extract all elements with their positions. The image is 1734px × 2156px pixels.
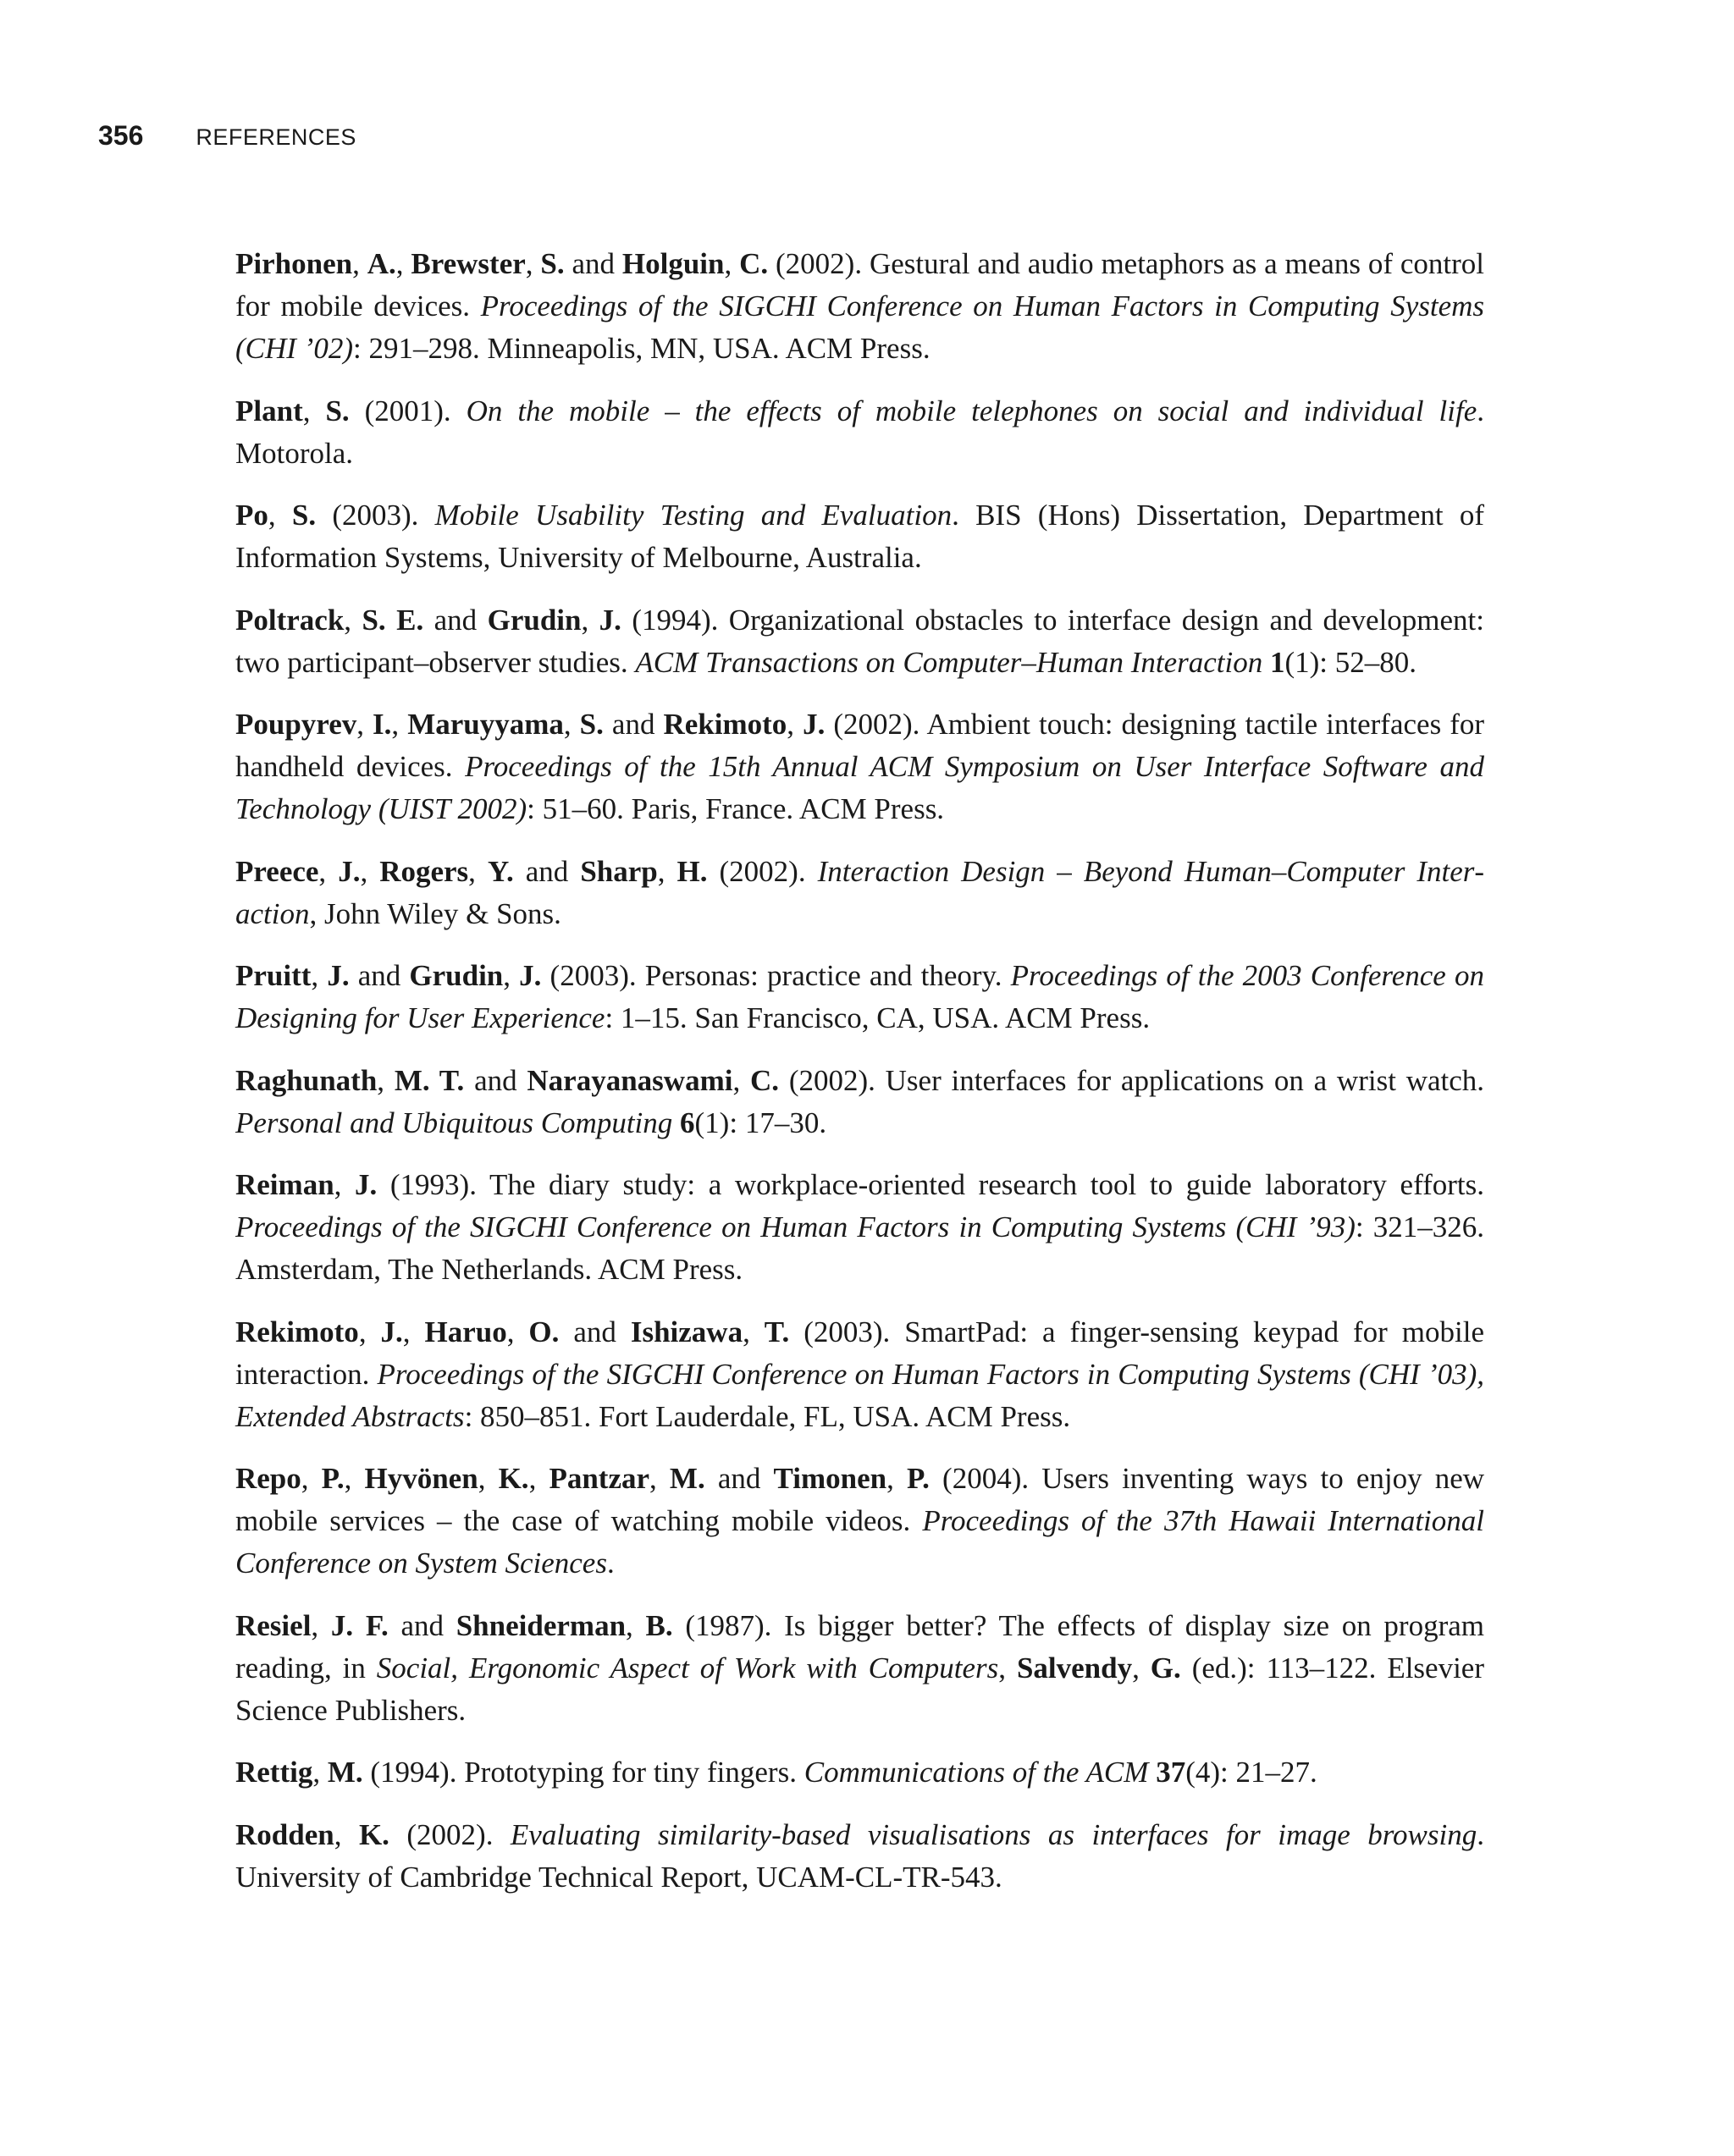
reference-text: . Motorola. [235, 394, 1484, 470]
reference-text: and [559, 1315, 631, 1348]
reference-text: , [344, 1462, 365, 1495]
reference-text: . University of Cambridge Technical Report, UCAM-CL-TR-543. [235, 1817, 1484, 1894]
reference-author-name: Narayanaswami [527, 1063, 733, 1097]
reference-text: , [391, 708, 408, 741]
running-head [98, 120, 356, 157]
reference-author-name: A. [367, 247, 396, 280]
reference-author-name: G. [1150, 1651, 1181, 1685]
reference-text: (1987). Is bigger better? The effects of display size on program reading, in [235, 1608, 1485, 1685]
reference-source-title: Mobile Usability Testing and Evaluation [434, 499, 953, 532]
reference-author-name: 1 [1269, 645, 1285, 679]
reference-text: , [743, 1315, 765, 1348]
reference-text: and [513, 854, 581, 888]
reference-text: and [603, 708, 664, 741]
reference-author-name: S. [325, 394, 350, 427]
reference-text: (2002). [389, 1817, 511, 1851]
reference-author-name: J. [380, 1315, 403, 1348]
reference-author-name: Repo [235, 1462, 301, 1495]
reference-author-name: S. [579, 708, 604, 741]
reference-text: , John Wiley & Sons. [309, 896, 561, 930]
reference-text: , [724, 247, 740, 280]
reference-author-name: Haruo [424, 1315, 507, 1348]
reference-author-name: Rogers [379, 854, 469, 888]
reference-text: . [606, 1547, 615, 1580]
reference-author-name: Pantzar [549, 1462, 650, 1495]
reference-entry [235, 390, 1484, 475]
page-number: 356 [98, 120, 144, 151]
reference-text [1262, 646, 1270, 679]
reference-author-name: Pruitt [235, 959, 312, 992]
reference-text: , [732, 1063, 750, 1097]
reference-entry [235, 494, 1484, 579]
reference-text: , [998, 1651, 1017, 1685]
reference-text: , [478, 1462, 499, 1495]
reference-text: : 321–326. Amsterdam, The Netherlands. ACM Press. [235, 1210, 1484, 1286]
reference-text: , [649, 1462, 670, 1495]
reference-author-name: Hyvönen [364, 1462, 478, 1495]
reference-text: , [268, 499, 292, 532]
reference-author-name: Shneiderman [456, 1608, 627, 1642]
reference-text: , [503, 959, 520, 992]
reference-author-name: Po [235, 499, 268, 532]
reference-entry [235, 243, 1484, 370]
reference-author-name: M. [327, 1756, 363, 1789]
reference-author-name: S. [540, 247, 565, 280]
reference-text: (2004). Users inventing ways to enjoy new mobile services – the case of watching mobile videos. [235, 1462, 1485, 1537]
reference-text: (2002). Ambient touch: designing tactile interfaces for handheld devices. [235, 708, 1485, 783]
reference-source-title: Proceedings of the SIGCHI Conference on Human Factors in Computing Systems (CHI ’02) [235, 289, 1485, 365]
reference-source-title: On the mobile – the effects of mobile telephones on social and individual life [466, 394, 1477, 427]
reference-text: , [581, 603, 599, 637]
reference-text: : 291–298. Minneapolis, MN, USA. ACM Press. [353, 332, 931, 365]
section-title: REFERENCES [196, 124, 356, 150]
reference-text: (4): 21–27. [1185, 1756, 1317, 1789]
reference-text: : 850–851. Fort Lauderdale, FL, USA. ACM Press. [464, 1399, 1071, 1433]
reference-entry [235, 955, 1484, 1039]
reference-entry [235, 1605, 1484, 1732]
reference-text: (2002). [707, 854, 818, 888]
reference-text: (2003). [316, 499, 435, 532]
reference-source-title: Interaction Design – Beyond Human–Computer Interaction [235, 854, 1485, 930]
reference-author-name: Raghunath [235, 1063, 378, 1097]
reference-source-title: Proceedings of the SIGCHI Conference on Human Factors in Computing Systems (CHI ’03), Extended Abstracts [235, 1357, 1485, 1433]
reference-author-name: 6 [680, 1106, 695, 1139]
reference-text: , [377, 1063, 395, 1097]
reference-text: (2003). Personas: practice and theory. [541, 959, 1011, 992]
reference-author-name: Salvendy [1016, 1651, 1133, 1685]
reference-text: , [626, 1608, 646, 1642]
reference-entry [235, 599, 1484, 684]
reference-entry [235, 1814, 1484, 1899]
reference-list [235, 243, 1484, 1918]
reference-author-name: Y. [487, 854, 514, 888]
reference-author-name: Rodden [235, 1817, 334, 1851]
reference-text: and [564, 247, 622, 280]
reference-author-name: Maruyyama [407, 708, 564, 741]
reference-author-name: S. E. [362, 603, 424, 637]
reference-source-title: Proceedings of the 2003 Conference on Designing for User Experience [235, 959, 1484, 1034]
reference-author-name: Brewster [411, 247, 526, 280]
reference-entry [235, 703, 1484, 830]
reference-text: and [388, 1608, 456, 1642]
reference-source-title: Proceedings of the 37th Hawaii International Conference on System Sciences [235, 1504, 1485, 1580]
reference-author-name: J. [338, 854, 361, 888]
reference-author-name: Preece [235, 854, 319, 888]
reference-entry [235, 1751, 1484, 1794]
reference-text: , [525, 247, 541, 280]
reference-author-name: B. [645, 1608, 673, 1642]
reference-text [1148, 1756, 1156, 1789]
reference-text: , [302, 394, 326, 427]
reference-text: (1994). Organizational obstacles to interface design and development: two participant–observer studies. [235, 603, 1484, 679]
reference-author-name: M. [669, 1462, 705, 1495]
reference-author-name: Holguin [621, 247, 725, 280]
reference-entry [235, 1458, 1484, 1585]
reference-author-name: H. [676, 854, 708, 888]
reference-author-name: P. [906, 1462, 930, 1495]
reference-author-name: Resiel [235, 1608, 312, 1642]
reference-source-title: Proceedings of the 15th Annual ACM Symposium on User Interface Software and Technology (UIST 2002) [235, 750, 1484, 825]
reference-author-name: Timonen [773, 1462, 887, 1495]
reference-author-name: J. [355, 1168, 378, 1201]
reference-author-name: 37 [1156, 1756, 1186, 1789]
reference-text: , [886, 1462, 907, 1495]
reference-entry [235, 851, 1484, 935]
reference-text: (1): 52–80. [1284, 645, 1417, 679]
reference-text: , [506, 1315, 529, 1348]
reference-author-name: O. [528, 1315, 560, 1348]
reference-text: (2002). Gestural and audio metaphors as a means of control for mobile devices. [235, 247, 1484, 323]
reference-text: , [311, 959, 328, 992]
reference-source-title: ACM Transactions on Computer–Human Interaction [635, 645, 1263, 679]
reference-author-name: Reiman [235, 1168, 334, 1201]
reference-text: , [395, 247, 411, 280]
reference-text: : 51–60. Paris, France. ACM Press. [527, 792, 945, 825]
reference-author-name: Rekimoto [235, 1315, 359, 1348]
reference-entry [235, 1311, 1484, 1438]
reference-author-name: J. [599, 603, 621, 637]
reference-text: , [657, 854, 677, 888]
reference-source-title: Proceedings of the SIGCHI Conference on Human Factors in Computing Systems (CHI ’93) [235, 1210, 1356, 1243]
reference-text: , [402, 1315, 425, 1348]
reference-author-name: M. T. [394, 1063, 465, 1097]
reference-text: , [344, 603, 362, 637]
reference-entry [235, 1164, 1484, 1291]
reference-author-name: P. [321, 1462, 345, 1495]
reference-source-title: Personal and Ubiquitous Computing [235, 1106, 673, 1139]
reference-author-name: J. [519, 959, 542, 992]
reference-text: (2001). [349, 394, 467, 427]
reference-text: , [312, 1756, 328, 1789]
reference-author-name: Poltrack [235, 603, 345, 637]
reference-text: , [334, 1168, 356, 1201]
reference-author-name: J. [803, 708, 826, 741]
reference-author-name: Rekimoto [663, 708, 787, 741]
reference-text: and [349, 959, 410, 992]
reference-text: and [423, 603, 488, 637]
reference-author-name: C. [750, 1063, 780, 1097]
reference-author-name: Pirhonen [235, 247, 353, 280]
reference-author-name: T. [764, 1315, 790, 1348]
reference-author-name: K. [498, 1462, 529, 1495]
reference-author-name: Rettig [235, 1756, 313, 1789]
reference-text: (2002). User interfaces for applications on a wrist watch. [779, 1063, 1485, 1097]
reference-source-title: Communications of the ACM [803, 1756, 1149, 1789]
reference-text: (2003). SmartPad: a finger-sensing keypad for mobile interaction. [235, 1315, 1484, 1391]
reference-author-name: Plant [235, 394, 303, 427]
reference-text: , [356, 708, 373, 741]
reference-text: , [1132, 1651, 1151, 1685]
reference-source-title: Social, Ergonomic Aspect of Work with Computers [376, 1651, 999, 1685]
reference-author-name: I. [373, 708, 392, 741]
reference-text: and [464, 1063, 527, 1097]
reference-text: , [311, 1608, 331, 1642]
reference-text: : 1–15. San Francisco, CA, USA. ACM Press. [605, 1001, 1151, 1034]
reference-text [672, 1106, 680, 1139]
reference-author-name: J. [327, 959, 350, 992]
reference-author-name: Grudin [409, 959, 504, 992]
reference-entry [235, 1060, 1484, 1144]
reference-text: , [301, 1462, 322, 1495]
reference-author-name: K. [358, 1817, 389, 1851]
reference-source-title: Evaluating similarity-based visualisations as interfaces for image browsing [510, 1817, 1477, 1851]
reference-text: , [318, 854, 339, 888]
reference-author-name: Grudin [487, 603, 582, 637]
reference-author-name: Poupyrev [235, 708, 357, 741]
reference-author-name: Ishizawa [630, 1315, 743, 1348]
reference-text: , [528, 1462, 549, 1495]
reference-text: , [360, 854, 380, 888]
reference-text: . BIS (Hons) Dissertation, Department of Information Systems, University of Melbourne, Australia. [235, 499, 1484, 574]
reference-text: , [352, 247, 367, 280]
reference-text: , [468, 854, 488, 888]
reference-author-name: C. [739, 247, 769, 280]
reference-text: (1994). Prototyping for tiny fingers. [362, 1756, 804, 1789]
reference-author-name: S. [291, 499, 317, 532]
reference-text: , [358, 1315, 381, 1348]
reference-text: , [787, 708, 803, 741]
reference-text: , [334, 1817, 359, 1851]
reference-text: and [704, 1462, 774, 1495]
reference-author-name: Sharp [580, 854, 658, 888]
reference-text: , [563, 708, 580, 741]
reference-text: (1993). The diary study: a workplace-oriented research tool to guide laboratory efforts. [377, 1168, 1484, 1201]
reference-text: (1): 17–30. [694, 1106, 827, 1139]
reference-author-name: J. F. [330, 1608, 389, 1642]
reference-text: (ed.): 113–122. Elsevier Science Publishers. [235, 1651, 1484, 1727]
